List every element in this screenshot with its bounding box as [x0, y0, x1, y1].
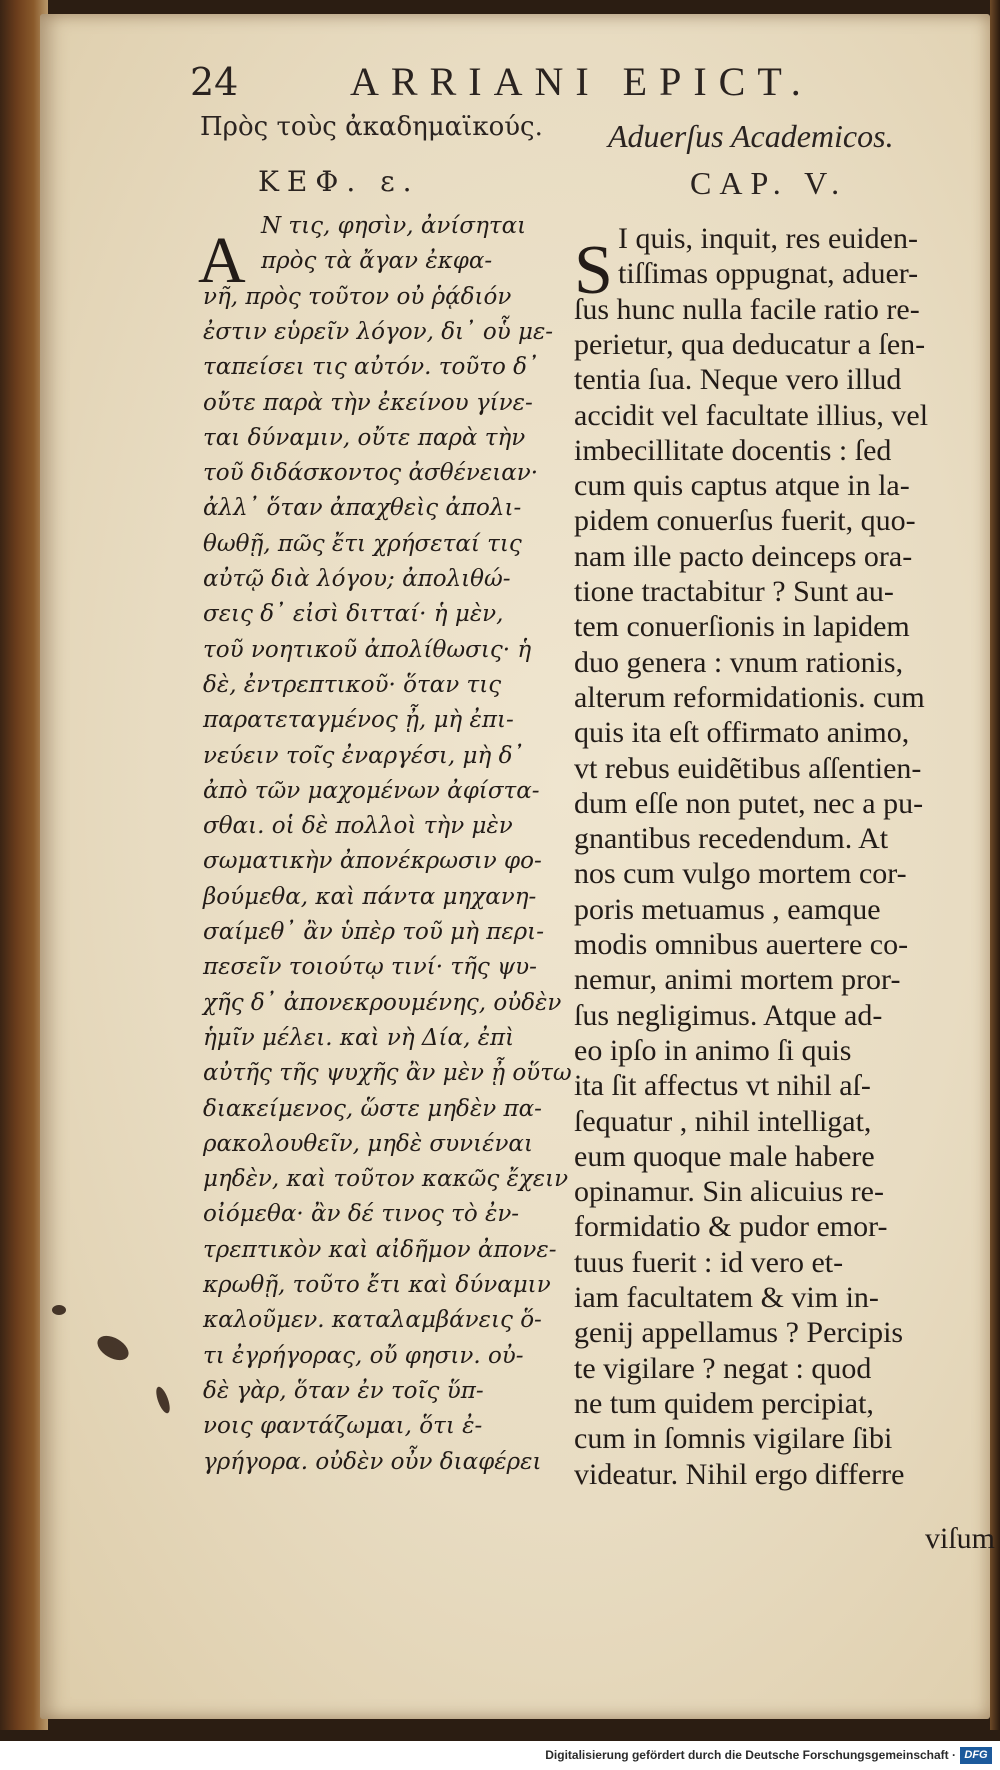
- latin-text-line: tentia ſua. Neque vero illud: [574, 363, 902, 397]
- latin-text-line: ſus negligimus. Atque ad-: [574, 998, 883, 1032]
- greek-text-line: τι ἐγρήγορας, οὔ φησιν. οὐ-: [203, 1342, 524, 1369]
- latin-text-line: ne tum quidem percipiat,: [574, 1386, 874, 1420]
- latin-text-line: quis ita eſt offirmato animo,: [574, 716, 910, 750]
- latin-text-line: alterum reformidationis. cum: [574, 680, 925, 714]
- latin-text-line: ſequatur , nihil intelligat,: [574, 1104, 872, 1138]
- greek-text-line: γρήγορα. οὐδὲν οὖν διαφέρει: [203, 1448, 542, 1475]
- greek-text-line: οὔτε παρὰ τὴν ἐκείνου γίνε-: [203, 389, 533, 416]
- greek-text-line: νῆ, πρὸς τοῦτον οὐ ῥᾴδιόν: [203, 283, 512, 310]
- greek-text-line: κρωθῇ, τοῦτο ἔτι καὶ δύναμιν: [203, 1272, 551, 1298]
- latin-text-line: iam facultatem & vim in-: [574, 1281, 879, 1314]
- latin-text-line: ſus hunc nulla facile ratio re-: [574, 292, 920, 326]
- latin-text-line: gnantibus recedendum. At: [574, 822, 889, 856]
- greek-text-line: ἐστιν εὑρεῖν λόγον, δι᾽ οὗ με-: [203, 318, 554, 345]
- greek-text-line: τοῦ νοητικοῦ ἀπολίθωσις· ἡ: [203, 636, 532, 663]
- latin-text-line: perietur, qua deducatur a ſen-: [574, 327, 926, 361]
- greek-chapter-number: ΚΕΦ. ε.: [258, 165, 420, 198]
- greek-text-line: νοις φαντάζωμαι, ὅτι ἐ-: [203, 1413, 483, 1440]
- greek-text-line: σθαι. οἱ δὲ πολλοὶ τὴν μὲν: [203, 813, 513, 840]
- greek-text-line: τρεπτικὸν καὶ αἰδῆμον ἀπονε-: [203, 1236, 557, 1263]
- latin-text-line: nemur, animi mortem pror-: [574, 963, 901, 997]
- page-right-edge: [990, 0, 1000, 1730]
- latin-text-line: poris metuamus , eamque: [574, 892, 881, 926]
- greek-text-line: οἰόμεθα· ἂν δέ τινος τὸ ἐν-: [203, 1201, 520, 1228]
- running-title: ARRIANI EPICT.: [350, 59, 813, 104]
- latin-text-line: imbecillitate docentis : ſed: [574, 433, 892, 467]
- greek-text-line: αὐτῷ διὰ λόγου; ἀπολιθώ-: [203, 566, 511, 592]
- greek-text-line: ἡμῖν μέλει. καὶ νὴ Δία, ἐπὶ: [203, 1024, 515, 1051]
- latin-text-line: tione tractabitur ? Sunt au-: [574, 575, 894, 608]
- greek-text-line: ταπείσει τις αὐτόν. τοῦτο δ᾽: [203, 354, 539, 381]
- greek-text-line: διακείμενος, ὥστε μηδὲν πα-: [203, 1095, 542, 1122]
- greek-text-line: ρακολουθεῖν, μηδὲ συνιέναι: [203, 1130, 533, 1157]
- latin-chapter-title: Aduerſus Academicos.: [608, 118, 894, 154]
- latin-text-line: tuus fuerit : id vero et-: [574, 1245, 844, 1279]
- greek-text-line: δὲ, ἐντρεπτικοῦ· ὅταν τις: [203, 671, 502, 698]
- greek-text-line: ται δύναμιν, οὔτε παρὰ τὴν: [203, 424, 526, 451]
- latin-text-line: cum quis captus atque in la-: [574, 469, 910, 503]
- catchword: viſum: [925, 1522, 996, 1555]
- latin-text-line: duo genera : vnum rationis,: [574, 645, 904, 679]
- greek-text-line: δὲ γὰρ, ὅταν ἐν τοῖς ὕπ-: [203, 1377, 484, 1404]
- greek-text-line: θωθῇ, πῶς ἔτι χρήσεταί τις: [203, 530, 522, 557]
- greek-drop-initial: Α: [198, 224, 246, 297]
- latin-text-line: dum eſſe non putet, nec a pu-: [574, 786, 924, 820]
- latin-text-line: accidit vel facultate illius, vel: [574, 398, 929, 432]
- latin-text-line: ita ſit affectus vt nihil aſ-: [574, 1069, 871, 1103]
- greek-text-line: βούμεθα, καὶ πάντα μηχανη-: [203, 883, 537, 910]
- greek-text-line: καλοῦμεν. καταλαμβάνεις ὅ-: [203, 1307, 542, 1334]
- latin-text-line: I quis, inquit, res euiden-: [618, 222, 918, 255]
- greek-text-line: πρὸς τὰ ἄγαν ἐκφα-: [261, 248, 493, 275]
- greek-text-line: χῆς δ᾽ ἀπονεκρουμένης, οὐδὲν: [203, 989, 562, 1016]
- greek-text-line: ἀπὸ τῶν μαχομένων ἀφίστα-: [203, 777, 540, 804]
- greek-text-line: σαίμεθ᾽ ἂν ὑπὲρ τοῦ μὴ περι-: [203, 919, 544, 945]
- greek-text-line: αὐτῆς τῆς ψυχῆς ἂν μὲν ᾖ οὕτω: [203, 1060, 572, 1087]
- greek-text-line: σεις δ᾽ εἰσὶ διτταί· ἡ μὲν,: [203, 601, 504, 628]
- page-number: 24: [190, 60, 239, 104]
- latin-text-line: cum in ſomnis vigilare ſibi: [574, 1422, 893, 1456]
- latin-text-line: vt rebus euidẽtibus aſſentien-: [574, 751, 922, 785]
- latin-text-line: tem conuerſionis in lapidem: [574, 610, 910, 644]
- latin-text-line: formidatio & pudor emor-: [574, 1210, 888, 1244]
- latin-text-line: eum quoque male habere: [574, 1139, 875, 1173]
- dfg-logo: DFG: [960, 1747, 992, 1764]
- latin-text-line: pidem conuerſus fuerit, quo-: [574, 504, 916, 538]
- latin-text-line: genij appellamus ? Percipis: [574, 1316, 904, 1350]
- latin-text-line: videatur. Nihil ergo differre: [574, 1457, 905, 1491]
- latin-chapter-number: CAP. V.: [690, 165, 848, 201]
- greek-text-line: παρατεταγμένος ᾖ, μὴ ἐπι-: [203, 707, 514, 734]
- ink-stain: [52, 1305, 66, 1315]
- latin-drop-initial: S: [574, 232, 613, 309]
- latin-text-line: opinamur. Sin alicuius re-: [574, 1175, 884, 1209]
- latin-text-line: modis omnibus auertere co-: [574, 928, 909, 961]
- funding-credit: Digitalisierung gefördert durch die Deutsche Forschungsgemeinschaft ·: [545, 1748, 956, 1762]
- greek-text-line: ἀλλ᾽ ὅταν ἀπαχθεὶς ἀπολι-: [203, 495, 522, 522]
- digitization-footer: [0, 1741, 1000, 1770]
- greek-text-line: Ν τις, φησὶν, ἀνίσηται: [261, 213, 527, 239]
- latin-text-line: eo ipſo in animo ſi quis: [574, 1033, 852, 1067]
- greek-chapter-title: Πρὸς τοὺς ἀκαδημαϊκούς.: [200, 112, 543, 142]
- latin-text-line: nam ille pacto deinceps ora-: [574, 539, 913, 573]
- greek-text-line: νεύειν τοῖς ἐναργέσι, μὴ δ᾽: [203, 742, 524, 769]
- latin-text-line: te vigilare ? negat : quod: [574, 1351, 872, 1385]
- latin-text-line: tiſſimas oppugnat, aduer-: [618, 257, 919, 291]
- latin-text-line: nos cum vulgo mortem cor-: [574, 857, 907, 891]
- greek-text-line: τοῦ διδάσκοντος ἀσθένειαν·: [203, 460, 539, 487]
- greek-text-line: σωματικὴν ἀπονέκρωσιν φο-: [203, 848, 542, 875]
- greek-text-line: πεσεῖν τοιούτῳ τινί· τῆς ψυ-: [203, 954, 537, 981]
- greek-text-line: μηδὲν, καὶ τοῦτον κακῶς ἔχειν: [203, 1166, 569, 1193]
